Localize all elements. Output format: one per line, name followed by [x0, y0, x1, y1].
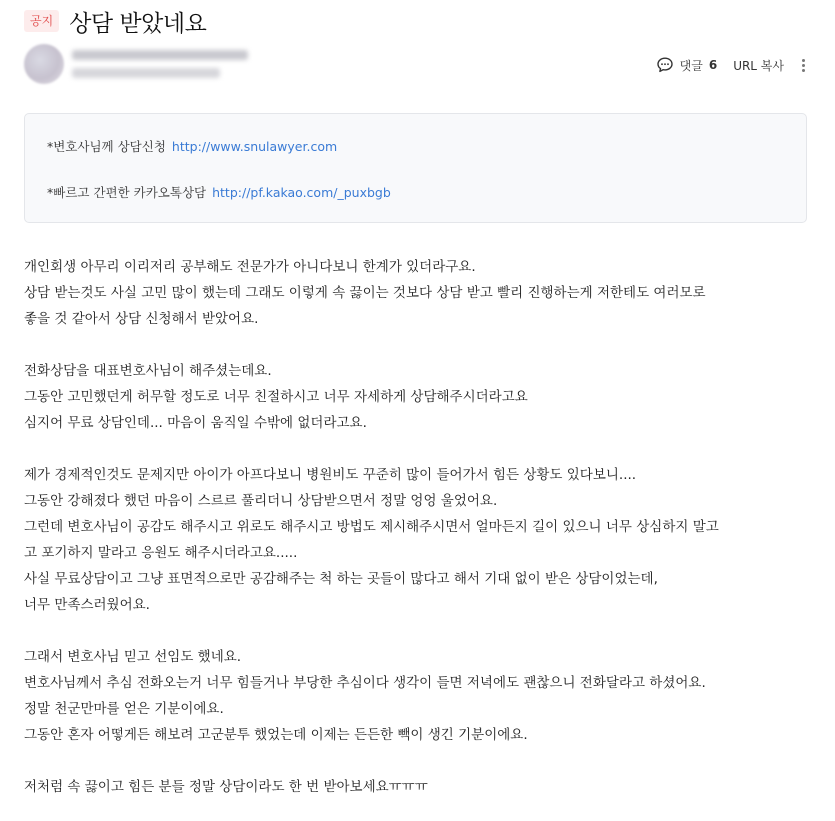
post-title: 상담 받았네요 [69, 10, 207, 37]
notice-badge: 공지 [24, 10, 59, 32]
body-line: 상담 받는것도 사실 고민 많이 했는데 그래도 이렇게 속 끓이는 것보다 상담 받고 빨리 진행하는게 저한테도 여러모로 [24, 285, 706, 301]
contact-line-kakao [47, 183, 391, 201]
url-copy-button[interactable]: URL 복사 [733, 58, 784, 73]
body-line: 좋을 것 같아서 상담 신청해서 받았어요. [24, 311, 259, 327]
body-line: 사실 무료상담이고 그냥 표면적으로만 공감해주는 척 하는 곳들이 많다고 해서 기대 없이 받은 상담이었는데, [24, 571, 658, 587]
body-line: 그래서 변호사님 믿고 선임도 했네요. [24, 649, 242, 665]
author-name-blurred [72, 50, 248, 60]
comment-count: 6 [708, 58, 718, 72]
lawyer-website-link[interactable]: http://www.snulawyer.com [171, 139, 338, 154]
body-line: 심지어 무료 상담인데... 마음이 움직일 수밖에 없더라고요. [24, 415, 367, 431]
post-header [24, 2, 809, 40]
body-line: 저처럼 속 끓이고 힘든 분들 정말 상담이라도 한 번 받아보세요ㅠㅠㅠ [24, 779, 428, 795]
body-line: 그동안 혼자 어떻게든 해보려 고군분투 했었는데 이제는 든든한 빽이 생긴 기분이에요. [24, 727, 528, 743]
body-line: 그동안 강해졌다 했던 마음이 스르르 풀리더니 상담받으면서 정말 엉엉 울었어요. [24, 493, 498, 509]
body-line: 고 포기하지 말라고 응원도 해주시더라고요..... [24, 545, 298, 561]
paragraph-spacer [24, 618, 814, 644]
comment-button[interactable] [656, 56, 718, 74]
contact-kakao-label: *빠르고 간편한 카카오톡상담 [47, 185, 207, 200]
body-line: 개인회생 아무리 이리저리 공부해도 전문가가 아니다보니 한계가 있더라구요. [24, 259, 476, 275]
body-line: 전화상담을 대표변호사님이 해주셨는데요. [24, 363, 272, 379]
paragraph-spacer [24, 748, 814, 774]
body-line: 그동안 고민했던게 허무할 정도로 너무 친절하시고 너무 자세하게 상담해주시더라고요 [24, 389, 528, 405]
body-line: 너무 만족스러웠어요. [24, 597, 150, 613]
contact-web-label: *변호사님께 상담신청 [47, 139, 166, 154]
post-actions [656, 56, 809, 74]
paragraph-spacer [24, 436, 814, 462]
post-body [24, 254, 814, 800]
body-line: 정말 천군만마를 얻은 기분이에요. [24, 701, 224, 717]
author-row [24, 44, 809, 88]
contact-line-web [47, 137, 337, 155]
paragraph-spacer [24, 332, 814, 358]
body-line: 제가 경제적인것도 문제지만 아이가 아프다보니 병원비도 꾸준히 많이 들어가서 힘든 상황도 있다보니.... [24, 467, 637, 483]
comment-label: 댓글 [679, 58, 703, 73]
avatar[interactable] [24, 44, 64, 84]
comment-icon [656, 56, 674, 74]
body-line: 변호사님께서 추심 전화오는거 너무 힘들거나 부당한 추심이다 생각이 들면 저녁에도 괜찮으니 전화달라고 하셨어요. [24, 675, 706, 691]
lawyer-contact-box [24, 113, 807, 223]
kakao-consult-link[interactable]: http://pf.kakao.com/_puxbgb [212, 185, 391, 200]
body-line: 그런데 변호사님이 공감도 해주시고 위로도 해주시고 방법도 제시해주시면서 얼마든지 길이 있으니 너무 상심하지 말고 [24, 519, 719, 535]
more-vertical-icon[interactable] [798, 57, 809, 74]
post-date-blurred [72, 68, 220, 78]
